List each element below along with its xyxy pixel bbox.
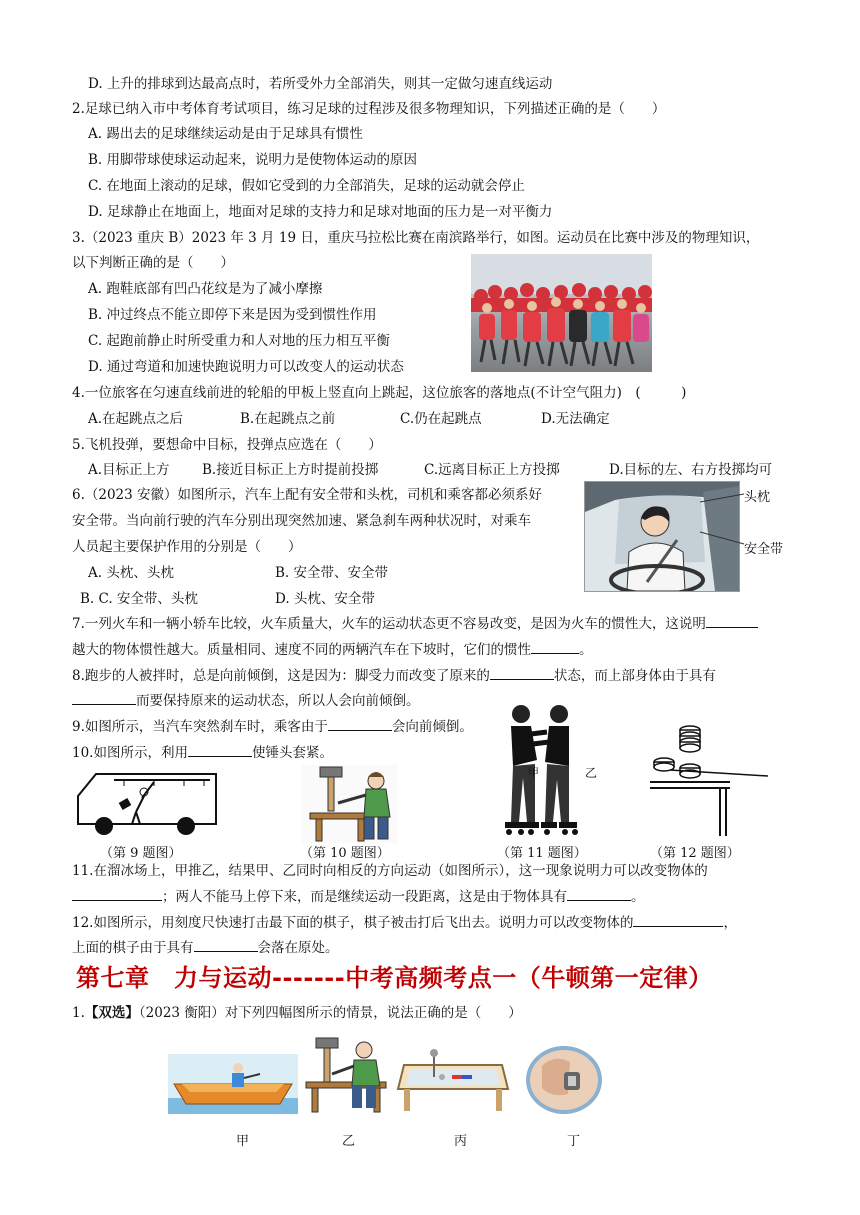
q7-blank-2[interactable] (531, 639, 579, 654)
bottom-label-yi: 乙 (342, 1134, 356, 1149)
q3-option-a: A. 跑鞋底部有凹凸花纹是为了减小摩擦 (88, 281, 323, 297)
q11-blank-1[interactable] (72, 886, 162, 901)
q2-stem: 2.足球已纳入市中考体育考试项目，练习足球的过程涉及很多物理知识，下列描述正确的是（ ） (72, 101, 666, 117)
q3-option-c: C. 起跑前静止时所受重力和人对地的压力相互平衡 (88, 333, 390, 349)
q8-line-1: 8.跑步的人被拌时，总是向前倾倒，这是因为：脚受力而改变了原来的 状态，而上部身体由于具有 (72, 665, 716, 686)
q6-option-a: A. 头枕、头枕 (88, 565, 174, 581)
q1-option-d: D. 上升的排球到达最高点时，若所受外力全部消失，则其一定做匀速直线运动 (88, 76, 553, 92)
fig-yi-hammer (302, 1034, 392, 1114)
q6-option-d: D. 头枕、安全带 (275, 591, 375, 607)
q10-blank[interactable] (188, 742, 252, 757)
q2-option-a: A. 踢出去的足球继续运动是由于足球具有惯性 (88, 126, 363, 142)
q9-blank[interactable] (328, 716, 392, 731)
q6-option-b: B. 安全带、安全带 (275, 565, 389, 581)
q6-stem-3: 人员起主要保护作用的分别是（ ） (72, 539, 302, 555)
q4-option-c: C.仍在起跳点 (400, 411, 482, 427)
marathon-photo (471, 254, 652, 372)
fig12-chess-drawing (650, 716, 770, 840)
q12-blank-2[interactable] (194, 937, 258, 952)
q3-option-d: D. 通过弯道和加速快跑说明力可以改变人的运动状态 (88, 359, 404, 375)
skater-yi-label: 乙 (585, 766, 598, 780)
skater-jia-label: 甲 (528, 766, 539, 779)
q7-blank-1[interactable] (706, 613, 758, 628)
q5-option-b: B.接近目标正上方时提前投掷 (202, 462, 379, 478)
q5-option-c: C.远离目标正上方投掷 (424, 462, 560, 478)
q5-stem: 5.飞机投弹，要想命中目标，投弹点应选在（ ） (72, 437, 382, 453)
q3-option-b: B. 冲过终点不能立即停下来是因为受到惯性作用 (88, 307, 377, 323)
fig12-caption: （第 12 题图） (650, 846, 740, 861)
q2-option-d: D. 足球静止在地面上，地面对足球的支持力和足球对地面的压力是一对平衡力 (88, 204, 553, 220)
bottom-label-bing: 丙 (454, 1134, 468, 1149)
q11-line-2: ；两人不能马上停下来，而是继续运动一段距离，这是由于物体具有 。 (72, 886, 645, 907)
q9-line: 9.如图所示，当汽车突然刹车时，乘客由于 会向前倾倒。 (72, 716, 473, 737)
headrest-label: 头枕 (744, 490, 771, 505)
fig10-hammer-drawing (302, 765, 398, 843)
leader-lines (700, 488, 746, 546)
q12-blank-1[interactable] (633, 912, 723, 927)
q10-line: 10.如图所示，利用 使锤头套紧。 (72, 742, 333, 763)
fig-ding-coin (524, 1044, 604, 1116)
q4-option-b: B.在起跳点之前 (240, 411, 336, 427)
q6-stem-2: 安全带。当向前行驶的汽车分别出现突然加速、紧急刹车两种状况时，对乘车 (72, 513, 531, 529)
q8-line-2: 而要保持原来的运动状态，所以人会向前倾倒。 (72, 690, 420, 711)
q11-line-1: 11.在溜冰场上，甲推乙，结果甲、乙同时向相反的方向运动（如图所示），这一现象说明力可以改变物体的 (72, 863, 708, 879)
fig10-caption: （第 10 题图） (300, 846, 390, 861)
q3-stem-2: 以下判断正确的是（ ） (72, 255, 234, 271)
q4-option-d: D.无法确定 (541, 411, 610, 427)
bottom-label-jia: 甲 (236, 1134, 250, 1149)
chapter-heading: 第七章 力与运动-------中考高频考点一（牛顿第一定律） (76, 964, 713, 992)
q12-line-1: 12.如图所示，用刻度尺快速打击最下面的棋子，棋子被击打后飞出去。说明力可以改变物体的 ， (72, 912, 737, 933)
q2-option-c: C. 在地面上滚动的足球，假如它受到的力全部消失，足球的运动就会停止 (88, 178, 525, 194)
q4-stem: 4.一位旅客在匀速直线前进的轮船的甲板上竖直向上跳起，这位旅客的落地点(不计空气阻力) ( ) (72, 385, 687, 401)
q2-option-b: B. 用脚带球使球运动起来，说明力是使物体运动的原因 (88, 152, 418, 168)
q7-line-2: 越大的物体惯性越大。质量相同、速度不同的两辆汽车在下坡时，它们的惯性 。 (72, 639, 593, 660)
q8-blank-1[interactable] (490, 665, 554, 680)
q12-line-2: 上面的棋子由于具有 会落在原处。 (72, 937, 339, 958)
fig-jia-boat (168, 1054, 298, 1114)
bottom-label-ding: 丁 (567, 1134, 581, 1149)
q11-blank-2[interactable] (567, 886, 631, 901)
q6-stem: 6.（2023 安徽）如图所示，汽车上配有安全带和头枕，司机和乘客都必须系好 (72, 487, 543, 503)
q5-option-a: A.目标正上方 (88, 462, 170, 478)
q8-blank-2[interactable] (72, 690, 136, 705)
q3-stem: 3.（2023 重庆 B）2023 年 3 月 19 日，重庆马拉松比赛在南滨路举行，如图。运动员在比赛中涉及的物理知识， (72, 230, 760, 246)
fig9-caption: （第 9 题图） (100, 846, 182, 861)
fig11-skaters-photo (497, 700, 585, 840)
q5-option-d: D.目标的左、右方投掷均可 (609, 462, 773, 478)
q7-line-1: 7.一列火车和一辆小轿车比较，火车质量大，火车的运动状态更不容易改变，是因为火车的惯性大，这说明 (72, 613, 758, 634)
seatbelt-label: 安全带 (744, 542, 784, 557)
q4-option-a: A.在起跳点之后 (88, 411, 184, 427)
fig9-bus-drawing (74, 766, 224, 840)
q6-option-c: B. C. 安全带、头枕 (80, 591, 198, 607)
fig-bing-table (394, 1047, 512, 1113)
chapter-q1-stem: 1.【双选】（2023 衡阳）对下列四幅图所示的情景，说法正确的是（ ） (72, 1005, 522, 1021)
fig11-caption: （第 11 题图） (497, 846, 587, 861)
